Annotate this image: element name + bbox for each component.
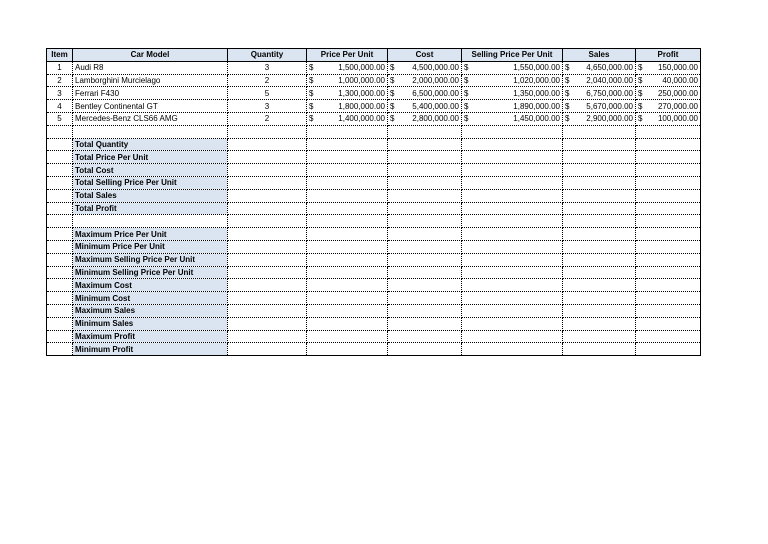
cell-value: 150,000.00 bbox=[657, 63, 698, 73]
empty-cell[interactable] bbox=[73, 125, 228, 138]
cell-value: 250,000.00 bbox=[657, 88, 698, 98]
summary-label-cell[interactable]: Total Price Per Unit bbox=[73, 151, 228, 164]
price-per-unit-cell[interactable] bbox=[307, 100, 388, 113]
selling-price-cell[interactable] bbox=[462, 61, 563, 74]
summary-label-cell[interactable]: Minimum Profit bbox=[73, 343, 228, 356]
empty-cell[interactable] bbox=[228, 253, 307, 266]
empty-cell[interactable] bbox=[563, 138, 636, 151]
cost-cell[interactable] bbox=[388, 87, 462, 100]
column-header[interactable]: Profit bbox=[636, 49, 701, 62]
empty-cell[interactable] bbox=[307, 202, 388, 215]
empty-cell[interactable] bbox=[307, 215, 388, 228]
empty-cell[interactable] bbox=[47, 215, 73, 228]
empty-cell[interactable] bbox=[228, 279, 307, 292]
model-cell[interactable]: Bentley Continental GT bbox=[73, 100, 228, 113]
column-header[interactable]: Car Model bbox=[73, 49, 228, 62]
empty-cell[interactable] bbox=[636, 125, 701, 138]
empty-cell[interactable] bbox=[388, 228, 462, 241]
summary-label-cell[interactable]: Maximum Cost bbox=[73, 279, 228, 292]
empty-cell[interactable] bbox=[563, 317, 636, 330]
empty-cell[interactable] bbox=[307, 330, 388, 343]
empty-cell[interactable] bbox=[462, 253, 563, 266]
summary-row bbox=[47, 304, 701, 317]
currency-symbol: $ bbox=[565, 63, 570, 73]
empty-cell[interactable] bbox=[462, 292, 563, 305]
empty-cell[interactable] bbox=[636, 202, 701, 215]
currency-symbol: $ bbox=[390, 114, 395, 124]
sales-cell[interactable] bbox=[563, 87, 636, 100]
empty-cell[interactable] bbox=[462, 202, 563, 215]
cell-value: 6,500,000.00 bbox=[412, 88, 459, 98]
currency-symbol: $ bbox=[390, 63, 395, 73]
summary-row bbox=[47, 189, 701, 202]
empty-cell[interactable] bbox=[462, 317, 563, 330]
summary-row bbox=[47, 151, 701, 164]
model-cell[interactable]: Lamborghini Murcielago bbox=[73, 74, 228, 87]
empty-cell[interactable] bbox=[388, 189, 462, 202]
empty-cell[interactable] bbox=[388, 215, 462, 228]
currency-symbol: $ bbox=[390, 101, 395, 111]
item-cell[interactable]: 5 bbox=[47, 112, 73, 125]
cell-value: 1,020,000.00 bbox=[513, 75, 560, 85]
price-per-unit-cell[interactable] bbox=[307, 87, 388, 100]
summary-label-cell[interactable]: Maximum Profit bbox=[73, 330, 228, 343]
empty-cell[interactable] bbox=[388, 343, 462, 356]
cell-value: 1,400,000.00 bbox=[338, 114, 385, 124]
cell-value: 5,670,000.00 bbox=[586, 101, 633, 111]
empty-cell[interactable] bbox=[563, 330, 636, 343]
price-per-unit-cell[interactable] bbox=[307, 61, 388, 74]
empty-cell[interactable] bbox=[563, 304, 636, 317]
empty-cell[interactable] bbox=[388, 202, 462, 215]
empty-cell[interactable] bbox=[388, 138, 462, 151]
summary-row bbox=[47, 279, 701, 292]
summary-label-cell[interactable]: Minimum Sales bbox=[73, 317, 228, 330]
currency-symbol: $ bbox=[565, 114, 570, 124]
currency-symbol: $ bbox=[464, 88, 469, 98]
cell-value: 6,750,000.00 bbox=[586, 88, 633, 98]
summary-label-cell[interactable]: Minimum Price Per Unit bbox=[73, 240, 228, 253]
empty-cell[interactable] bbox=[388, 292, 462, 305]
empty-cell[interactable] bbox=[636, 151, 701, 164]
profit-cell[interactable] bbox=[636, 100, 701, 113]
table-row bbox=[47, 112, 701, 125]
empty-cell[interactable] bbox=[462, 164, 563, 177]
column-header[interactable]: Sales bbox=[563, 49, 636, 62]
cost-cell[interactable] bbox=[388, 61, 462, 74]
cell-value: 1,300,000.00 bbox=[338, 88, 385, 98]
summary-row bbox=[47, 240, 701, 253]
empty-cell[interactable] bbox=[47, 125, 73, 138]
empty-cell[interactable] bbox=[462, 176, 563, 189]
cell-value: 270,000.00 bbox=[657, 101, 698, 111]
empty-cell[interactable] bbox=[636, 240, 701, 253]
empty-cell[interactable] bbox=[228, 304, 307, 317]
cell-value: 4,500,000.00 bbox=[412, 63, 459, 73]
cell-value: 100,000.00 bbox=[657, 114, 698, 124]
empty-cell[interactable] bbox=[228, 151, 307, 164]
column-header[interactable]: Cost bbox=[388, 49, 462, 62]
table-row bbox=[47, 100, 701, 113]
empty-cell[interactable] bbox=[636, 292, 701, 305]
empty-cell[interactable] bbox=[47, 304, 73, 317]
cell-value: 1,450,000.00 bbox=[513, 114, 560, 124]
empty-cell[interactable] bbox=[228, 164, 307, 177]
profit-cell[interactable] bbox=[636, 74, 701, 87]
empty-cell[interactable] bbox=[47, 164, 73, 177]
empty-cell[interactable] bbox=[636, 189, 701, 202]
quantity-cell[interactable]: 3 bbox=[228, 100, 307, 113]
empty-cell[interactable] bbox=[307, 125, 388, 138]
empty-cell[interactable] bbox=[228, 189, 307, 202]
empty-cell[interactable] bbox=[388, 279, 462, 292]
currency-symbol: $ bbox=[309, 75, 314, 85]
empty-cell[interactable] bbox=[462, 240, 563, 253]
empty-cell[interactable] bbox=[636, 343, 701, 356]
empty-cell[interactable] bbox=[462, 151, 563, 164]
empty-cell[interactable] bbox=[636, 266, 701, 279]
cell-value: 1,890,000.00 bbox=[513, 101, 560, 111]
currency-symbol: $ bbox=[390, 75, 395, 85]
summary-label-cell[interactable]: Total Quantity bbox=[73, 138, 228, 151]
empty-cell[interactable] bbox=[563, 240, 636, 253]
cost-cell[interactable] bbox=[388, 112, 462, 125]
empty-cell[interactable] bbox=[462, 266, 563, 279]
empty-cell[interactable] bbox=[462, 330, 563, 343]
currency-symbol: $ bbox=[565, 88, 570, 98]
empty-cell[interactable] bbox=[228, 330, 307, 343]
currency-symbol: $ bbox=[390, 88, 395, 98]
quantity-cell[interactable]: 3 bbox=[228, 61, 307, 74]
currency-symbol: $ bbox=[309, 88, 314, 98]
empty-cell[interactable] bbox=[307, 138, 388, 151]
empty-cell[interactable] bbox=[307, 240, 388, 253]
empty-cell[interactable] bbox=[636, 215, 701, 228]
summary-label-cell[interactable]: Total Profit bbox=[73, 202, 228, 215]
cell-value: 5,400,000.00 bbox=[412, 101, 459, 111]
summary-row bbox=[47, 176, 701, 189]
empty-cell[interactable] bbox=[228, 125, 307, 138]
empty-cell[interactable] bbox=[228, 317, 307, 330]
empty-cell[interactable] bbox=[228, 202, 307, 215]
empty-cell[interactable] bbox=[307, 279, 388, 292]
empty-cell[interactable] bbox=[462, 304, 563, 317]
empty-cell[interactable] bbox=[47, 253, 73, 266]
empty-cell[interactable] bbox=[388, 125, 462, 138]
selling-price-cell[interactable] bbox=[462, 74, 563, 87]
empty-cell[interactable] bbox=[47, 176, 73, 189]
sales-cell[interactable] bbox=[563, 112, 636, 125]
empty-cell[interactable] bbox=[307, 266, 388, 279]
empty-cell[interactable] bbox=[636, 317, 701, 330]
empty-cell[interactable] bbox=[228, 240, 307, 253]
price-per-unit-cell[interactable] bbox=[307, 74, 388, 87]
empty-cell[interactable] bbox=[307, 189, 388, 202]
sales-cell[interactable] bbox=[563, 100, 636, 113]
empty-cell[interactable] bbox=[388, 253, 462, 266]
currency-symbol: $ bbox=[309, 101, 314, 111]
cost-cell[interactable] bbox=[388, 74, 462, 87]
empty-cell[interactable] bbox=[563, 215, 636, 228]
empty-cell[interactable] bbox=[73, 215, 228, 228]
empty-cell[interactable] bbox=[636, 228, 701, 241]
model-cell[interactable]: Mercedes-Benz CLS66 AMG bbox=[73, 112, 228, 125]
empty-cell[interactable] bbox=[388, 317, 462, 330]
empty-cell[interactable] bbox=[563, 189, 636, 202]
summary-row bbox=[47, 164, 701, 177]
empty-cell[interactable] bbox=[307, 253, 388, 266]
summary-row bbox=[47, 343, 701, 356]
column-header[interactable]: Item bbox=[47, 49, 73, 62]
empty-cell[interactable] bbox=[563, 253, 636, 266]
empty-cell[interactable] bbox=[307, 228, 388, 241]
empty-cell[interactable] bbox=[47, 228, 73, 241]
currency-symbol: $ bbox=[464, 75, 469, 85]
empty-cell[interactable] bbox=[307, 164, 388, 177]
empty-cell[interactable] bbox=[636, 138, 701, 151]
currency-symbol: $ bbox=[464, 63, 469, 73]
empty-cell[interactable] bbox=[563, 279, 636, 292]
empty-cell[interactable] bbox=[388, 266, 462, 279]
empty-cell[interactable] bbox=[563, 164, 636, 177]
model-cell[interactable]: Audi R8 bbox=[73, 61, 228, 74]
quantity-cell[interactable]: 2 bbox=[228, 112, 307, 125]
empty-cell[interactable] bbox=[228, 138, 307, 151]
empty-cell[interactable] bbox=[47, 317, 73, 330]
cell-value: 1,800,000.00 bbox=[338, 101, 385, 111]
item-cell[interactable]: 1 bbox=[47, 61, 73, 74]
table-row bbox=[47, 74, 701, 87]
cell-value: 1,000,000.00 bbox=[338, 75, 385, 85]
empty-cell[interactable] bbox=[388, 164, 462, 177]
empty-cell[interactable] bbox=[462, 138, 563, 151]
empty-cell[interactable] bbox=[228, 266, 307, 279]
cell-value: 2,000,000.00 bbox=[412, 75, 459, 85]
empty-cell[interactable] bbox=[563, 228, 636, 241]
item-cell[interactable]: 2 bbox=[47, 74, 73, 87]
summary-label-cell[interactable]: Total Sales bbox=[73, 189, 228, 202]
currency-symbol: $ bbox=[638, 101, 643, 111]
empty-cell[interactable] bbox=[307, 343, 388, 356]
sales-cell[interactable] bbox=[563, 61, 636, 74]
empty-cell[interactable] bbox=[636, 253, 701, 266]
quantity-cell[interactable]: 5 bbox=[228, 87, 307, 100]
empty-cell[interactable] bbox=[636, 164, 701, 177]
column-header[interactable]: Quantity bbox=[228, 49, 307, 62]
selling-price-cell[interactable] bbox=[462, 100, 563, 113]
quantity-cell[interactable]: 2 bbox=[228, 74, 307, 87]
empty-cell[interactable] bbox=[563, 176, 636, 189]
sales-cell[interactable] bbox=[563, 74, 636, 87]
summary-label-cell[interactable]: Maximum Selling Price Per Unit bbox=[73, 253, 228, 266]
cost-cell[interactable] bbox=[388, 100, 462, 113]
empty-cell[interactable] bbox=[47, 202, 73, 215]
currency-symbol: $ bbox=[565, 101, 570, 111]
summary-row bbox=[47, 202, 701, 215]
model-cell[interactable]: Ferrari F430 bbox=[73, 87, 228, 100]
summary-label-cell[interactable]: Maximum Price Per Unit bbox=[73, 228, 228, 241]
summary-row bbox=[47, 138, 701, 151]
empty-cell[interactable] bbox=[228, 228, 307, 241]
empty-cell[interactable] bbox=[307, 151, 388, 164]
empty-cell[interactable] bbox=[47, 240, 73, 253]
item-cell[interactable]: 3 bbox=[47, 87, 73, 100]
empty-cell[interactable] bbox=[563, 202, 636, 215]
empty-cell[interactable] bbox=[47, 189, 73, 202]
empty-cell[interactable] bbox=[462, 228, 563, 241]
summary-label-cell[interactable]: Maximum Sales bbox=[73, 304, 228, 317]
price-per-unit-cell[interactable] bbox=[307, 112, 388, 125]
summary-row bbox=[47, 266, 701, 279]
summary-label-cell[interactable]: Minimum Cost bbox=[73, 292, 228, 305]
empty-cell[interactable] bbox=[307, 317, 388, 330]
currency-symbol: $ bbox=[464, 114, 469, 124]
empty-cell[interactable] bbox=[636, 304, 701, 317]
empty-cell[interactable] bbox=[636, 176, 701, 189]
summary-row bbox=[47, 228, 701, 241]
empty-cell[interactable] bbox=[563, 292, 636, 305]
empty-cell[interactable] bbox=[307, 176, 388, 189]
cell-value: 2,800,000.00 bbox=[412, 114, 459, 124]
summary-row bbox=[47, 330, 701, 343]
currency-symbol: $ bbox=[638, 75, 643, 85]
currency-symbol: $ bbox=[309, 114, 314, 124]
summary-label-cell[interactable]: Total Cost bbox=[73, 164, 228, 177]
cell-value: 40,000.00 bbox=[662, 75, 698, 85]
empty-cell[interactable] bbox=[563, 343, 636, 356]
cell-value: 4,650,000.00 bbox=[586, 63, 633, 73]
empty-cell[interactable] bbox=[563, 266, 636, 279]
column-header[interactable]: Selling Price Per Unit bbox=[462, 49, 563, 62]
cell-value: 2,900,000.00 bbox=[586, 114, 633, 124]
empty-cell[interactable] bbox=[47, 279, 73, 292]
empty-cell[interactable] bbox=[47, 343, 73, 356]
empty-cell[interactable] bbox=[462, 279, 563, 292]
summary-label-cell[interactable]: Minimum Selling Price Per Unit bbox=[73, 266, 228, 279]
empty-cell[interactable] bbox=[462, 343, 563, 356]
empty-cell[interactable] bbox=[47, 266, 73, 279]
empty-cell[interactable] bbox=[228, 176, 307, 189]
currency-symbol: $ bbox=[638, 88, 643, 98]
summary-row bbox=[47, 253, 701, 266]
column-header[interactable]: Price Per Unit bbox=[307, 49, 388, 62]
summary-label-cell[interactable]: Total Selling Price Per Unit bbox=[73, 176, 228, 189]
empty-cell[interactable] bbox=[462, 215, 563, 228]
currency-symbol: $ bbox=[638, 63, 643, 73]
profit-cell[interactable] bbox=[636, 112, 701, 125]
cell-value: 1,550,000.00 bbox=[513, 63, 560, 73]
empty-cell[interactable] bbox=[636, 279, 701, 292]
empty-cell[interactable] bbox=[462, 125, 563, 138]
header-row bbox=[47, 49, 701, 62]
summary-row bbox=[47, 317, 701, 330]
selling-price-cell[interactable] bbox=[462, 87, 563, 100]
empty-cell[interactable] bbox=[563, 125, 636, 138]
profit-cell[interactable] bbox=[636, 61, 701, 74]
empty-cell[interactable] bbox=[228, 343, 307, 356]
table-row bbox=[47, 61, 701, 74]
currency-symbol: $ bbox=[464, 101, 469, 111]
empty-cell[interactable] bbox=[462, 189, 563, 202]
currency-symbol: $ bbox=[565, 75, 570, 85]
empty-cell[interactable] bbox=[636, 330, 701, 343]
empty-cell[interactable] bbox=[563, 151, 636, 164]
empty-cell[interactable] bbox=[388, 240, 462, 253]
empty-row bbox=[47, 125, 701, 138]
empty-cell[interactable] bbox=[388, 176, 462, 189]
empty-cell[interactable] bbox=[388, 304, 462, 317]
empty-cell[interactable] bbox=[47, 151, 73, 164]
empty-cell[interactable] bbox=[47, 330, 73, 343]
summary-row bbox=[47, 292, 701, 305]
selling-price-cell[interactable] bbox=[462, 112, 563, 125]
empty-cell[interactable] bbox=[388, 151, 462, 164]
empty-cell[interactable] bbox=[47, 292, 73, 305]
empty-cell[interactable] bbox=[388, 330, 462, 343]
empty-row bbox=[47, 215, 701, 228]
currency-symbol: $ bbox=[309, 63, 314, 73]
profit-cell[interactable] bbox=[636, 87, 701, 100]
empty-cell[interactable] bbox=[47, 138, 73, 151]
cell-value: 2,040,000.00 bbox=[586, 75, 633, 85]
cell-value: 1,350,000.00 bbox=[513, 88, 560, 98]
empty-cell[interactable] bbox=[307, 304, 388, 317]
empty-cell[interactable] bbox=[307, 292, 388, 305]
cell-value: 1,500,000.00 bbox=[338, 63, 385, 73]
empty-cell[interactable] bbox=[228, 292, 307, 305]
item-cell[interactable]: 4 bbox=[47, 100, 73, 113]
currency-symbol: $ bbox=[638, 114, 643, 124]
spreadsheet-table bbox=[46, 48, 701, 356]
empty-cell[interactable] bbox=[228, 215, 307, 228]
table-row bbox=[47, 87, 701, 100]
